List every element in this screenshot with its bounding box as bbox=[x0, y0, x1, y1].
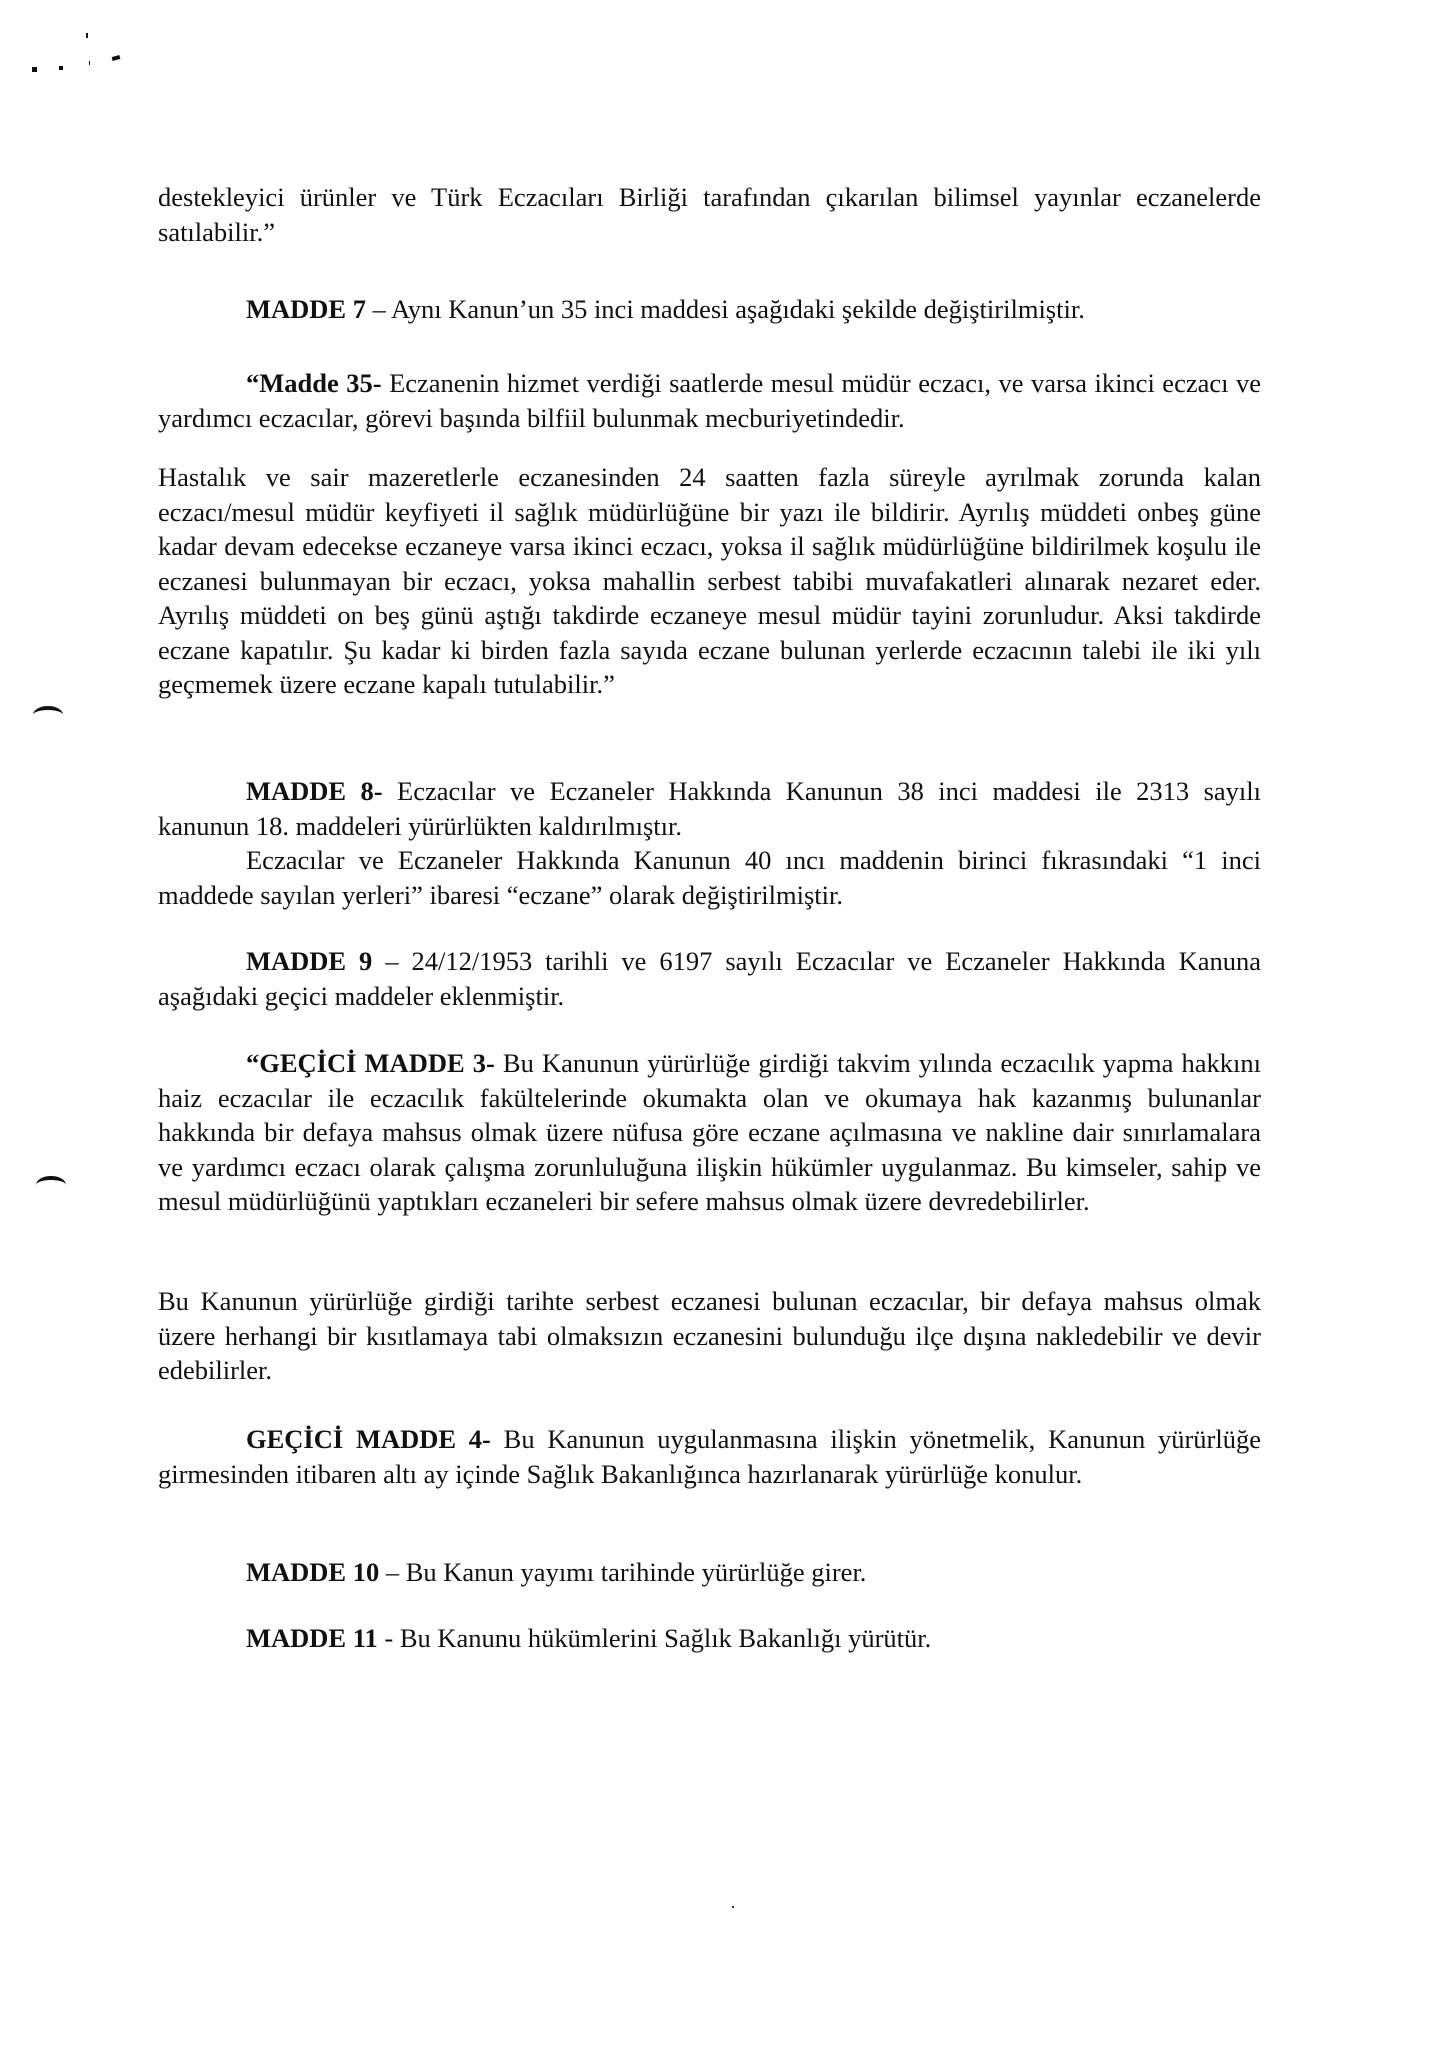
article-35-paragraph-2 bbox=[158, 460, 1261, 702]
article-8-paragraph-2 bbox=[158, 843, 1261, 912]
scan-artifact bbox=[59, 66, 63, 70]
paragraph-text: Eczacılar ve Eczaneler Hakkında Kanunun 40 ıncı maddenin birinci fıkrasındaki “1 inci maddede sayılan yerleri” ibaresi “eczane” olarak değiştirilmiştir. bbox=[158, 845, 1261, 910]
article-heading: MADDE 10 bbox=[246, 1557, 380, 1587]
article-text: Eczacılar ve Eczaneler Hakkında Kanunun 38 inci maddesi ile 2313 sayılı kanunun 18. maddeleri yürürlükten kaldırılmıştır. bbox=[158, 776, 1261, 841]
article-text: – 24/12/1953 tarihli ve 6197 sayılı Eczacılar ve Eczaneler Hakkında Kanuna aşağıdaki geçici maddeler eklenmiştir. bbox=[158, 946, 1261, 1011]
article-heading: MADDE 7 bbox=[246, 294, 366, 324]
continuation-paragraph bbox=[158, 180, 1261, 249]
article-heading: MADDE 8- bbox=[246, 776, 383, 806]
temporary-article-3-paragraph-2 bbox=[158, 1284, 1261, 1388]
article-text: Bu Kanunun uygulanmasına ilişkin yönetmelik, Kanunun yürürlüğe girmesinden itibaren altı ay içinde Sağlık Bakanlığınca hazırlanarak yürürlüğe konulur. bbox=[158, 1424, 1261, 1489]
article-text: – Aynı Kanun’un 35 inci maddesi aşağıdaki şekilde değiştirilmiştir. bbox=[365, 294, 1085, 324]
scan-artifact bbox=[732, 1906, 734, 1908]
article-text: Bu Kanunun yürürlüğe girdiği takvim yılında eczacılık yapma hakkını haiz eczacılar ile eczacılık fakültelerinde okumakta olan ve okumaya hak kazanmış bulunanlar hakkında bir defaya mahsus olmak üzere nüfusa göre eczane açılmasına ve nakline dair sınırlamalara ve yardımcı eczacı olarak çalışma zorunluluğuna ilişkin hükümler uygulanmaz. Bu kimseler, sahip ve mesul müdürlüğünü yaptıkları eczaneleri bir sefere mahsus olmak üzere devredebilirler. bbox=[158, 1048, 1261, 1216]
article-text: – Bu Kanun yayımı tarihinde yürürlüğe girer. bbox=[379, 1557, 867, 1587]
temporary-article-4 bbox=[158, 1422, 1261, 1491]
punch-hole-mark bbox=[33, 706, 63, 724]
article-10 bbox=[158, 1555, 1261, 1590]
article-text: - Bu Kanunu hükümlerini Sağlık Bakanlığı yürütür. bbox=[377, 1623, 932, 1653]
article-heading: MADDE 11 bbox=[246, 1623, 378, 1653]
scan-artifact bbox=[89, 61, 90, 65]
article-heading: MADDE 9 bbox=[246, 946, 373, 976]
article-heading: GEÇİCİ MADDE 4- bbox=[246, 1424, 491, 1454]
article-11 bbox=[158, 1621, 1261, 1656]
article-heading: “Madde 35- bbox=[246, 368, 382, 398]
article-8 bbox=[158, 774, 1261, 843]
article-9 bbox=[158, 944, 1261, 1013]
article-35-quoted bbox=[158, 366, 1261, 435]
article-7 bbox=[158, 292, 1261, 327]
paragraph-text: destekleyici ürünler ve Türk Eczacıları Birliği tarafından çıkarılan bilimsel yayınlar eczanelerde satılabilir.” bbox=[158, 182, 1261, 247]
paragraph-text: Bu Kanunun yürürlüğe girdiği tarihte serbest eczanesi bulunan eczacılar, bir defaya mahsus olmak üzere herhangi bir kısıtlamaya tabi olmaksızın eczanesini bulunduğu ilçe dışına nakledebilir ve devir edebilirler. bbox=[158, 1286, 1261, 1385]
paragraph-text: Hastalık ve sair mazeretlerle eczanesinden 24 saatten fazla süreyle ayrılmak zorunda kalan eczacı/mesul müdür keyfiyeti il sağlık müdürlüğüne bir yazı ile bildirir. Ayrılış müddeti onbeş güne kadar devam edecekse eczaneye varsa ikinci eczacı, yoksa il sağlık müdürlüğüne bildirilmek koşulu ile eczanesi bulunmayan bir eczacı, yoksa mahallin serbest tabibi muvafakatleri alınarak nezaret eder. Ayrılış müddeti on beş günü aştığı takdirde eczaneye mesul müdür tayini zorunludur. Aksi takdirde eczane kapatılır. Şu kadar ki birden fazla sayıda eczane bulunan yerlerde eczacının talebi ile iki yılı geçmemek üzere eczane kapalı tutulabilir.” bbox=[158, 462, 1261, 699]
temporary-article-3 bbox=[158, 1046, 1261, 1219]
punch-hole-mark bbox=[36, 1176, 66, 1194]
article-heading: “GEÇİCİ MADDE 3- bbox=[246, 1048, 495, 1078]
article-text: Eczanenin hizmet verdiği saatlerde mesul müdür eczacı, ve varsa ikinci eczacı ve yardımcı eczacılar, görevi başında bilfiil bulunmak mecburiyetindedir. bbox=[158, 368, 1261, 433]
scan-artifact bbox=[86, 33, 88, 38]
scan-artifact bbox=[32, 67, 37, 72]
scan-artifact bbox=[112, 55, 121, 61]
